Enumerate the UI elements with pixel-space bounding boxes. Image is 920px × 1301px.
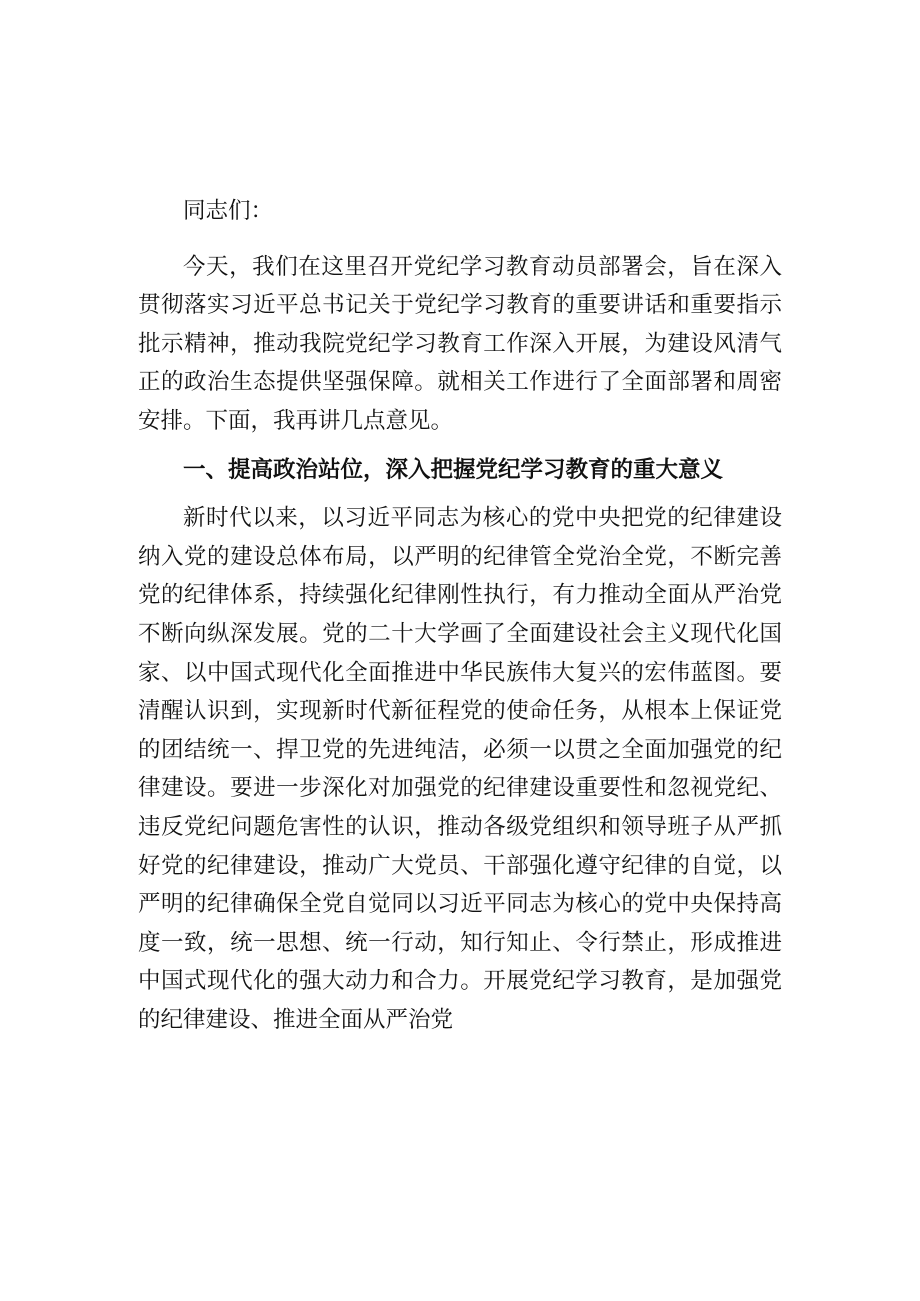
salutation: 同志们： (183, 198, 274, 224)
section-paragraph: 新时代以来，以习近平同志为核心的党中央把党的纪律建设纳入党的建设总体布局，以严明的纪律管全党治全党，不断完善党的纪律体系，持续强化纪律刚性执行，有力推动全面从严治党不断向纵深发展。党的二十大学画了全面建设社会主义现代化国家、以中国式现代化全面推进中华民族伟大复兴的宏伟蓝图。要清醒认识到，实现新时代新征程党的使命任务，从根本上保证党的团结统一、捍卫党的先进纯洁，必须一以贯之全面加强党的纪律建设。要进一步深化对加强党的纪律建设重要性和忽视党纪、违反党纪问题危害性的认识，推动各级党组织和领导班子从严抓好党的纪律建设，推动广大党员、干部强化遵守纪律的自觉，以严明的纪律确保全党自觉同以习近平同志为核心的党中央保持高度一致，统一思想、统一行动，知行知止、令行禁止，形成推进中国式现代化的强大动力和合力。开展党纪学习教育，是加强党的纪律建设、推进全面从严治党 (138, 505, 782, 1033)
section-heading: 一、提高政治站位，深入把握党纪学习教育的重大意义 (183, 456, 724, 483)
document-body (138, 192, 782, 1039)
intro-paragraph: 今天，我们在这里召开党纪学习教育动员部署会，旨在深入贯彻落实习近平总书记关于党纪学习教育的重要讲话和重要指示批示精神，推动我院党纪学习教育工作深入开展，为建设风清气正的政治生态提供坚强保障。就相关工作进行了全面部署和周密安排。下面，我再讲几点意见。 (138, 253, 782, 434)
